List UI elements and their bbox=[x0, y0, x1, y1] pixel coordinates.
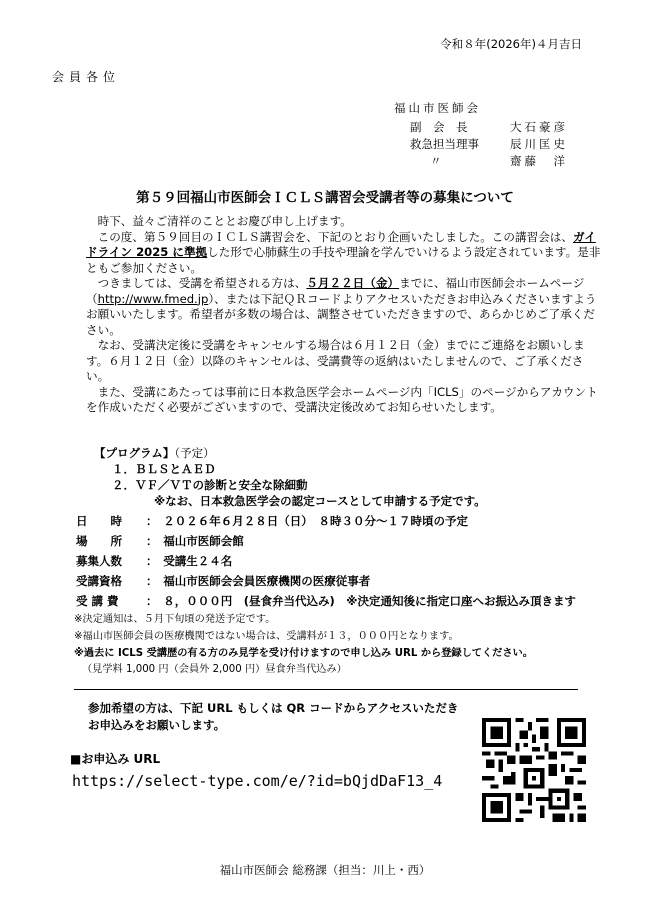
qr-code-icon[interactable] bbox=[482, 718, 586, 822]
paragraph: この度、第５９回目のＩＣＬＳ講習会を、下記のとおり企画いたしました。この講習会は、ガイドライン 2025 に準拠した形で心肺蘇生の手技や理論を学んでいけるよう設定されています。是非ともご参加ください。 bbox=[86, 229, 601, 275]
note: ※決定通知は、５月下旬頃の発送予定です。 bbox=[74, 614, 276, 625]
paragraph: また、受講にあたっては事前に日本救急医学会ホームページ内「ICLS」のページからアカウントを作成いただく必要がございますので、受講決定後改めてお知らせいたします。 bbox=[86, 384, 598, 414]
application-url-link[interactable]: https://select-type.com/e/?id=bQjdDaF13_4 bbox=[72, 772, 443, 790]
deadline-emphasis: ５月２２日（金） bbox=[306, 276, 400, 290]
divider bbox=[74, 689, 578, 690]
footer-contact: 福山市医師会 総務課（担当：川上・西） bbox=[219, 863, 431, 877]
paragraph: なお、受講決定後に受講をキャンセルする場合は６月１２日（金）までにご連絡をお願いします。６月１２日（金）以降のキャンセルは、受講費等の返納はいたしませんので、ご了承ください。 bbox=[86, 338, 585, 383]
note: （見学料 1,000 円（会員外 2,000 円）昼食弁当代込み） bbox=[82, 664, 347, 675]
program-item: ２．ＶＦ／ＶＴの診断と安全な除細動 bbox=[112, 478, 308, 492]
detail-row: 受講資格 ： 福山市医師会会員医療機関の医療従事者 bbox=[76, 574, 371, 588]
program-heading: 【プログラム】（予定） bbox=[94, 446, 215, 460]
addressee: 会員各位 bbox=[52, 70, 121, 84]
url-label: ■お申込み URL bbox=[70, 752, 161, 766]
sender-org: 福山市医師会 bbox=[394, 101, 481, 115]
body-text bbox=[86, 214, 602, 416]
sender-role: 〃 bbox=[430, 154, 442, 168]
program-item: １．ＢＬＳとＡＥＤ bbox=[112, 462, 216, 476]
detail-row: 受 講 費 ： ８，０００円 (昼食弁当代込み) ※決定通知後に指定口座へお振込み頂きます bbox=[76, 594, 576, 608]
sender-name: 齋藤 洋 bbox=[510, 154, 568, 168]
sender-name: 辰川匡史 bbox=[510, 137, 568, 151]
paragraph: 時下、益々ご清祥のこととお慶び申し上げます。 bbox=[97, 214, 352, 228]
detail-row: 募集人数 ： 受講生２４名 bbox=[76, 554, 233, 568]
document-date: 令和８年(2026年)４月吉日 bbox=[440, 37, 582, 51]
note: ※福山市医師会員の医療機関ではない場合は、受講料が１３，０００円となります。 bbox=[74, 631, 459, 642]
paragraph: つきましては、受講を希望される方は、５月２２日（金）までに、福山市医師会ホームページ（http://www.fmed.jp）、または下記ＱＲコードよりアクセスいただきお申込みくださいますようお願いいたします。希望者が多数の場合は、調整させていただきますので、あらかじめご了承ください。 bbox=[86, 276, 597, 337]
note: ※過去に ICLS 受講歴の有る方のみ見学を受け付けますので申し込み URL から登録してください。 bbox=[74, 648, 533, 659]
homepage-link[interactable]: http://www.fmed.jp bbox=[97, 291, 209, 306]
page-title: 第５９回福山市医師会ＩＣＬＳ講習会受講者等の募集について bbox=[136, 190, 514, 206]
apply-instructions: 参加希望の方は、下記 URL もしくは QR コードからアクセスいただき お申込みをお願いします。 bbox=[88, 701, 459, 732]
sender-block bbox=[394, 100, 568, 170]
sender-role: 救急担当理事 bbox=[410, 137, 479, 151]
detail-row: 日 時 ： ２０２６年６月２８日（日） ８時３０分～１７時頃の予定 bbox=[76, 514, 468, 528]
guideline-emphasis: ガイドライン 2025 に準拠 bbox=[86, 229, 596, 259]
sender-role: 副 会 長 bbox=[410, 120, 468, 134]
detail-row: 場 所 ： 福山市医師会館 bbox=[76, 534, 244, 548]
program-note: ※なお、日本救急医学会の認定コースとして申請する予定です。 bbox=[154, 494, 486, 508]
sender-name: 大石豪彦 bbox=[510, 120, 568, 134]
